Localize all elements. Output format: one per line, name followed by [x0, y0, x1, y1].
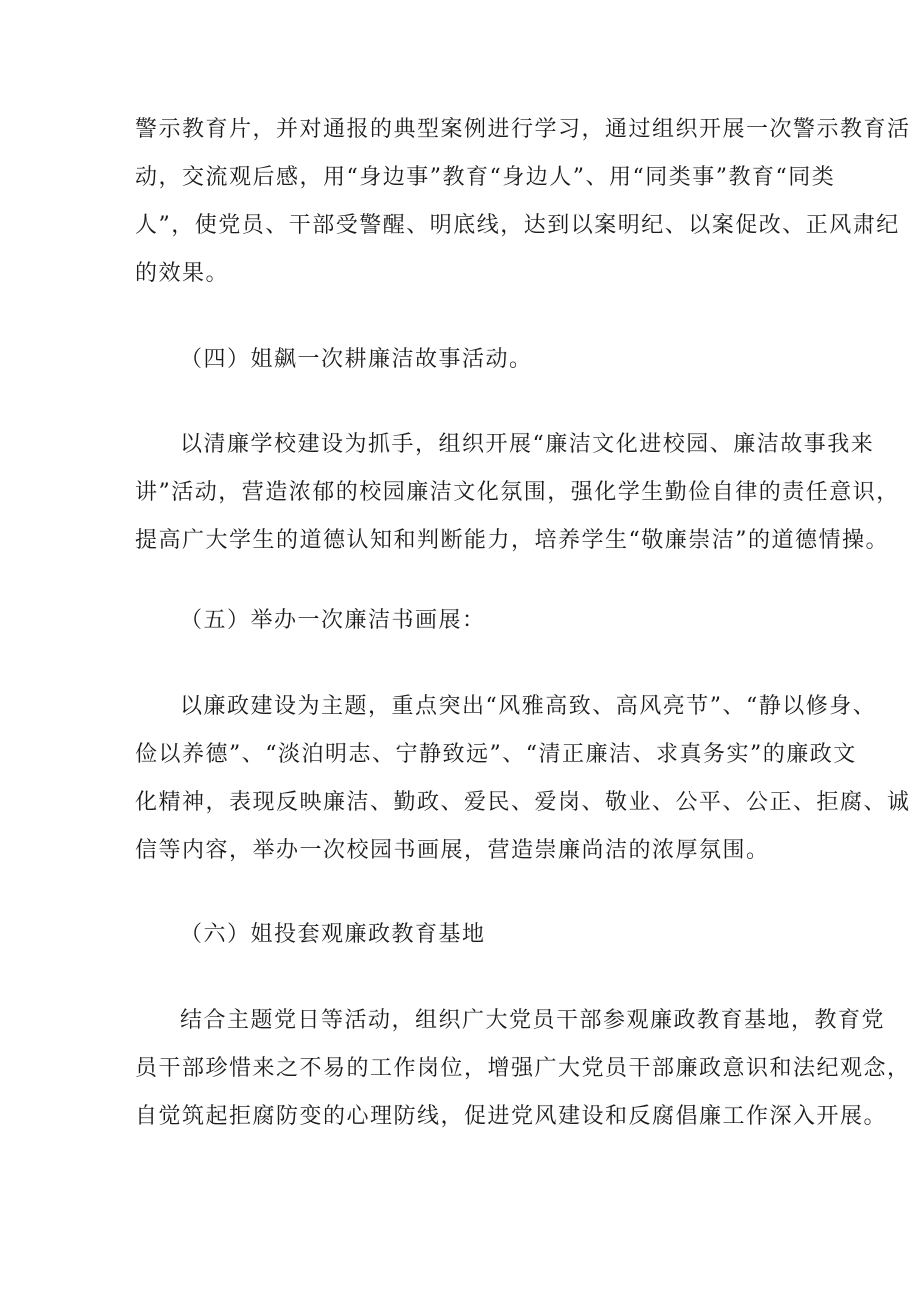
- paragraph-line: 讲”活动，营造浓郁的校园廉洁文化氛围，强化学生勤俭自律的责任意识，: [135, 480, 900, 505]
- paragraph-line: 以清廉学校建设为抓手，组织开展“廉洁文化进校园、廉洁故事我来: [180, 432, 875, 457]
- paragraph-line: 结合主题党日等活动，组织广大党员干部参观廉政教育基地，教育党: [180, 1008, 886, 1033]
- paragraph-line: 警示教育片，并对通报的典型案例进行学习，通过组织开展一次警示教育活: [135, 117, 911, 142]
- paragraph-line: 化精神，表现反映廉洁、勤政、爱民、爱岗、敬业、公平、公正、拒腐、诚: [135, 790, 911, 815]
- section-heading: （五）举办一次廉洁书画展：: [180, 608, 486, 633]
- paragraph-line: 的效果。: [135, 261, 230, 286]
- section-heading: （六）姐投套观廉政教育基地: [180, 922, 486, 947]
- paragraph-line: 信等内容，举办一次校园书画展，营造崇廉尚洁的浓厚氛围。: [135, 838, 770, 863]
- paragraph-line: 提高广大学生的道德认知和判断能力，培养学生“敬廉崇洁”的道德情操。: [135, 528, 889, 553]
- paragraph-line: 自觉筑起拒腐防变的心理防线，促进党风建设和反腐倡廉工作深入开展。: [135, 1104, 888, 1129]
- paragraph-line: 俭以养德”、“淡泊明志、宁静致远”、“清正廉洁、求真务实”的廉政文: [135, 742, 857, 767]
- paragraph-line: 以廉政建设为主题，重点突出“风雅高致、高风亮节”、“静以修身、: [180, 694, 877, 719]
- section-heading: （四）姐飙一次耕廉洁故事活动。: [180, 347, 533, 372]
- paragraph-line: 员干部珍惜来之不易的工作岗位，增强广大党员干部廉政意识和法纪观念，: [135, 1056, 911, 1081]
- paragraph-line: 动，交流观后感，用“身边事”教育“身边人”、用“同类事”教育“同类: [135, 165, 836, 190]
- paragraph-line: 人”，使党员、干部受警醒、明底线，达到以案明纪、以案促改、正风肃纪: [135, 213, 900, 238]
